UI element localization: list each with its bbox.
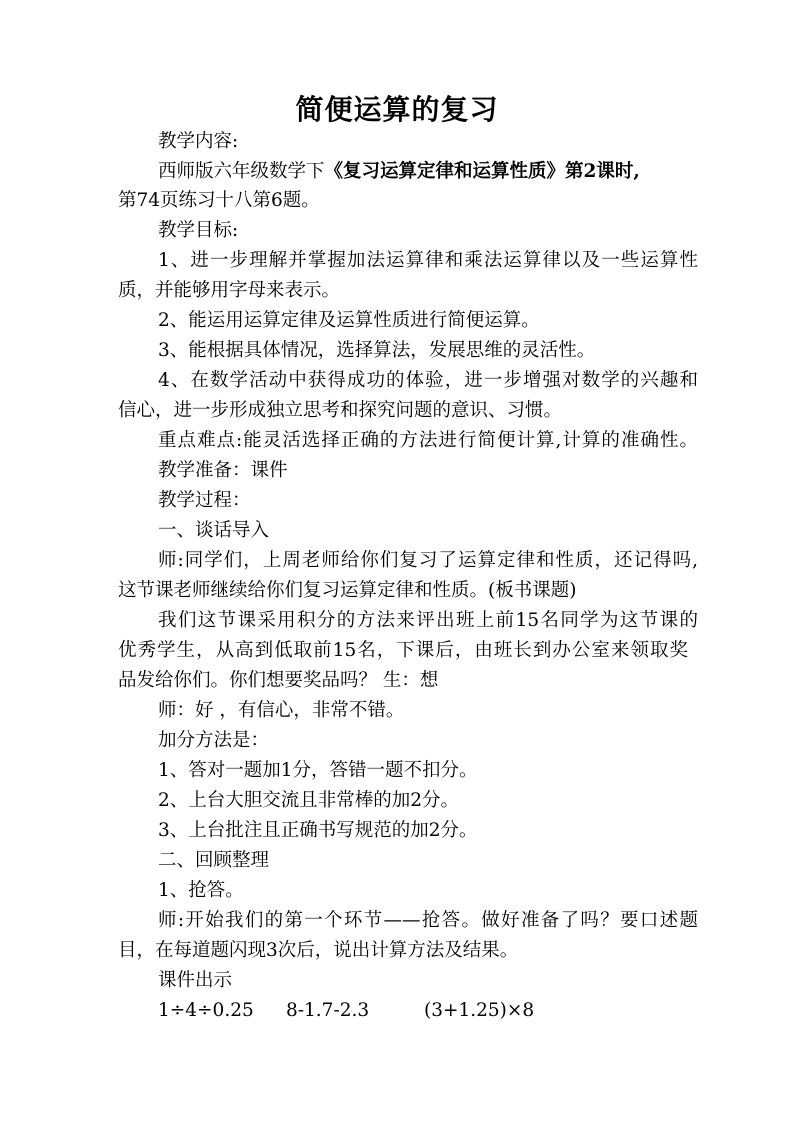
line-preparation: 教学准备：课件: [158, 460, 288, 481]
line-process-heading: 教学过程：: [158, 490, 251, 511]
line-scoring-2: 2、上台大胆交流且非常棒的加2分。: [158, 790, 460, 811]
line-teacher-3b: 目，在每道题闪现3次后，说出计算方法及结果。: [118, 940, 519, 961]
line-goal-2: 2、能运用运算定律及运算性质进行简便运算。: [158, 310, 540, 331]
line-scoring-3: 3、上台批注且正确书写规范的加2分。: [158, 820, 478, 841]
document-title: 简便运算的复习: [295, 93, 499, 126]
line-content-heading: 教学内容:: [158, 131, 239, 152]
line-points-1c: 品发给你们。你们想要奖品吗？ 生：想: [118, 670, 439, 691]
calculation-item: 1÷4÷0.25: [158, 1000, 254, 1021]
line-key-points: 重点难点:能灵活选择正确的方法进行简便计算,计算的准确性。: [158, 430, 698, 451]
line-scoring-heading: 加分方法是：: [158, 730, 270, 751]
line-goal-1a: 1、进一步理解并掌握加法运算律和乘法运算律以及一些运算性: [158, 250, 698, 271]
line-goals-heading: 教学目标:: [158, 220, 239, 241]
line-textbook: [158, 160, 698, 184]
calculation-item: 8-1.7-2.3: [286, 1000, 370, 1021]
textbook-lesson: 《复习运算定律和运算性质》第2课时,: [324, 161, 640, 182]
textbook-publisher: 西师版六年级数学下: [158, 161, 325, 182]
line-page-ref: 第74页练习十八第6题。: [118, 190, 320, 211]
line-courseware: 课件出示: [158, 970, 233, 991]
line-teacher-1b: 这节课老师继续给你们复习运算定律和性质。(板书课题): [118, 580, 577, 601]
line-points-1b: 优秀学生，从高到低取前15名，下课后，由班长到办公室来领取奖: [118, 640, 688, 661]
line-calculations: [158, 999, 698, 1023]
line-teacher-2: 师：好 ，有信心，非常不错。: [158, 700, 405, 721]
line-teacher-3a: 师:开始我们的第一个环节——抢答。做好准备了吗？要口述题: [158, 910, 698, 931]
line-section-2: 二、回顾整理: [158, 850, 270, 871]
line-section-1: 一、谈话导入: [158, 520, 270, 541]
line-points-1a: 我们这节课采用积分的方法来评出班上前15名同学为这节课的: [158, 610, 698, 631]
line-scoring-1: 1、答对一题加1分，答错一题不扣分。: [158, 760, 478, 781]
line-quick-answer: 1、抢答。: [158, 880, 244, 901]
line-goal-4b: 信心，进一步形成独立思考和探究问题的意识、习惯。: [118, 400, 563, 421]
line-goal-1b: 质，并能够用字母来表示。: [118, 280, 341, 301]
line-goal-4a: 4、在数学活动中获得成功的体验，进一步增强对数学的兴趣和: [158, 370, 698, 391]
line-teacher-1a: 师:同学们，上周老师给你们复习了运算定律和性质，还记得吗,: [158, 550, 698, 571]
calculation-item: (3+1.25)×8: [424, 1000, 535, 1021]
line-goal-3: 3、能根据具体情况，选择算法，发展思维的灵活性。: [158, 340, 596, 361]
